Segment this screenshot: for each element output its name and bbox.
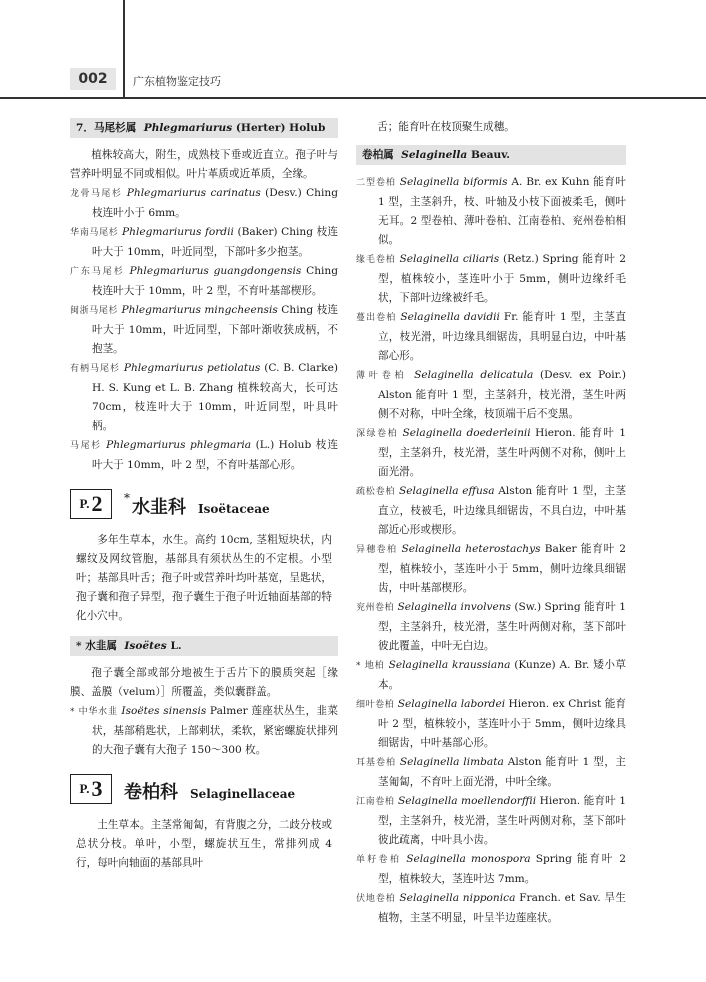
genus-description: 植株较高大，附生，成熟枝下垂或近直立。孢子叶与营养叶明显不同或相似。叶片革质或近革质，全缘。 <box>70 149 338 180</box>
species-text: 枝连叶大于 10mm，叶 2 型，不育叶基部楔形。 <box>92 285 323 297</box>
species-cn: * 地柏 <box>356 661 385 671</box>
species-text: 能育叶 1 型，主茎斜升，枝、叶轴及小枝下面被柔毛，侧叶无耳。2 型卷柏、薄叶卷柏、江南卷柏、兖州卷柏相似。 <box>378 176 626 246</box>
species-author: (Desv. ex Poir.) Alston <box>378 369 626 401</box>
species-text: 莲座状丛生，韭菜状，基部稍匙状，上部剌状，柔软，紧密螺旋状排列的大孢子囊有大孢子 150～300 枚。 <box>92 705 338 756</box>
species-text: 能育叶 2 型，植株较小，茎连叶小于 5mm，侧叶边缘具细锯齿，中叶基部楔形。 <box>378 543 627 594</box>
species-entry <box>356 308 626 366</box>
genus-latin: Selaginella <box>401 149 468 161</box>
species-cn: 异穗卷柏 <box>356 545 398 555</box>
family-description: 土生草本。主茎常匍匐，有背腹之分，二歧分枝或总状分枝。单叶，小型，螺旋状互生，常排列成 4 行，每叶向轴面的基部具叶 <box>76 819 332 869</box>
genus-cn: 7．马尾杉属 <box>76 122 137 134</box>
family-number-box <box>70 774 112 804</box>
genus-cn: 卷柏属 <box>362 149 394 161</box>
species-text: 能育叶 2 型，植株较大，茎连叶达 7mm。 <box>378 853 627 885</box>
species-cn: 单籽卷柏 <box>356 855 402 865</box>
species-latin: Selaginella biformis <box>399 176 508 188</box>
species-latin: Phlegmariurus carinatus <box>126 187 261 199</box>
family-number-box <box>70 489 112 519</box>
species-entry <box>356 753 626 792</box>
species-author: Alston <box>507 756 542 768</box>
family-cn: 卷柏科 <box>124 782 178 803</box>
header-rule <box>0 97 706 99</box>
species-latin: Phlegmariurus guangdongensis <box>129 265 302 277</box>
species-latin: Selaginella ciliaris <box>399 253 500 265</box>
species-latin: Isoëtes sinensis <box>121 705 207 717</box>
genus-latin: Phlegmariurus <box>143 122 233 134</box>
family-num: 2 <box>91 491 103 516</box>
running-title: 广东植物鉴定技巧 <box>133 75 221 88</box>
species-entry <box>356 366 626 424</box>
genus-cn: * 水韭属 <box>76 640 118 652</box>
species-cn: 广东马尾杉 <box>70 267 125 277</box>
species-author: Fr. <box>503 311 519 323</box>
species-text: 能育叶 1 型，主茎斜升，枝光滑，茎生叶两侧不对称，侧叶上面光滑。 <box>378 427 627 478</box>
species-latin: Selaginella involvens <box>397 601 511 613</box>
species-entry <box>356 173 626 250</box>
species-cn: 有柄马尾杉 <box>70 364 120 374</box>
species-entry <box>356 695 626 753</box>
genus-author: (Herter) Holub <box>235 122 326 134</box>
species-latin: Phlegmariurus mingcheensis <box>121 304 278 316</box>
species-text: 能育叶 1 型，主茎斜升，枝光滑，茎生叶两侧对称，茎下部叶彼此疏离，中叶具小齿。 <box>378 795 627 846</box>
species-latin: Selaginella heterostachys <box>401 543 541 555</box>
species-text: 能育叶 1 型，主茎斜升，枝光滑，茎生叶两侧不对称，中叶全缘，枝顶端干后不变黑。 <box>378 389 626 420</box>
species-cn: 耳基卷柏 <box>356 758 396 768</box>
species-text: 能育叶 1 型，主茎直立，枝光滑，叶边缘具细锯齿，具明显白边，中叶基部心形。 <box>378 311 626 362</box>
species-entry <box>70 184 338 223</box>
species-text: 矮小草本。 <box>378 659 627 691</box>
species-text: 能育叶 1 型，主茎匍匐，不育叶上面光滑，中叶全缘。 <box>378 756 627 788</box>
species-entry <box>356 598 626 656</box>
species-cn: 江南卷柏 <box>356 797 395 807</box>
species-cn: 薄叶卷柏 <box>356 371 408 381</box>
header-divider <box>123 0 125 99</box>
species-latin: Selaginella nipponica <box>399 892 516 904</box>
species-entry <box>70 262 338 301</box>
species-list <box>70 702 338 760</box>
continued-text: 舌；能育叶在枝顶聚生成穗。 <box>377 121 515 133</box>
species-cn: 伏地卷柏 <box>356 894 396 904</box>
genus-latin: Isoëtes <box>124 640 167 652</box>
species-entry <box>70 436 338 475</box>
family-num: 3 <box>91 776 103 801</box>
species-author: Baker <box>544 543 577 555</box>
species-latin: Selaginella kraussiana <box>388 659 511 671</box>
species-list <box>70 184 338 475</box>
genus-description: 孢子囊全部或部分地被生于舌片下的膜质突起［缘膜、盖膜（velum）］所覆盖，类似囊群盖。 <box>70 667 338 698</box>
species-cn: 疏松卷柏 <box>356 487 396 497</box>
species-cn: 细叶卷柏 <box>356 700 395 710</box>
family-heading-isoetaceae <box>70 489 338 519</box>
species-author: (Kunze) A. Br. <box>514 659 590 671</box>
species-author: (Desv.) Ching <box>265 187 338 199</box>
genus-author: L. <box>170 640 182 652</box>
species-text: 枝连叶大于 10mm，叶近同型，下部叶多少抱茎。 <box>92 226 338 258</box>
species-entry <box>70 223 338 262</box>
species-latin: Phlegmariurus petiolatus <box>123 362 261 374</box>
family-description: 多年生草本，水生。高约 10cm, 茎粗短块状，内螺纹及网纹管胞，基部具有须状丛生的不定根。小型叶；基部具叶舌；孢子叶或营养叶均叶基宽，呈匙状，孢子囊和孢子异型，孢子囊生于孢子叶近轴面基部的特化小穴中。 <box>76 534 332 622</box>
species-latin: Selaginella moellendorffii <box>397 795 537 807</box>
species-text: 旱生植物，主茎不明显，叶呈半边莲座状。 <box>378 892 626 924</box>
species-latin: Selaginella monospora <box>406 853 531 865</box>
species-author: (Baker) Ching <box>237 226 314 238</box>
species-author: Hieron. <box>535 427 576 439</box>
species-latin: Selaginella effusa <box>398 485 495 497</box>
species-latin: Selaginella delicatula <box>414 369 534 381</box>
family-p: P. <box>79 781 90 796</box>
species-text: 能育叶 1 型，主茎斜升，枝光滑，茎生叶两侧对称，茎下部叶彼此覆盖，中叶无白边。 <box>378 601 627 652</box>
species-entry <box>70 702 338 760</box>
species-text: 枝连叶大于 10mm，叶 2 型，不育叶基部心形。 <box>92 439 338 471</box>
species-cn: 蔓出卷柏 <box>356 313 397 323</box>
family-cn: 水韭科 <box>132 497 186 518</box>
species-entry <box>356 656 626 695</box>
species-author: Palmer <box>209 705 248 717</box>
species-author: Franch. et Sav. <box>519 892 601 904</box>
family-latin: Isoëtaceae <box>198 502 270 516</box>
species-text: 枝连叶大于 10mm，叶近同型，下部叶渐收狭成柄，不抱茎。 <box>92 304 338 355</box>
species-author: Hieron. ex Christ <box>508 698 602 710</box>
species-text: 能育叶 1 型，主茎直立，枝被毛，叶边缘具细锯齿，不具白边，中叶基部近心形或楔形。 <box>378 485 626 536</box>
genus-author: Beauv. <box>470 149 510 161</box>
family-heading-selaginellaceae <box>70 774 338 804</box>
species-entry <box>356 540 626 598</box>
species-cn: 兖州卷柏 <box>356 603 395 613</box>
family-p: P. <box>79 496 90 511</box>
species-entry <box>70 359 338 436</box>
species-author: Ching <box>306 265 339 277</box>
species-cn: 闽浙马尾杉 <box>70 306 119 316</box>
genus-heading-isoetes <box>70 636 338 656</box>
species-latin: Phlegmariurus fordii <box>122 226 234 238</box>
species-author: Ching <box>281 304 314 316</box>
right-column <box>356 118 626 928</box>
species-author: (Sw.) Spring <box>514 601 581 613</box>
species-cn: 华南马尾杉 <box>70 228 119 238</box>
species-cn: 二型卷柏 <box>356 178 396 188</box>
species-cn: 马尾杉 <box>70 441 102 451</box>
species-author: (Retz.) Spring <box>502 253 579 265</box>
species-author: Spring <box>535 853 572 865</box>
species-entry <box>356 250 626 308</box>
species-latin: Selaginella labordei <box>397 698 506 710</box>
species-entry <box>356 424 626 482</box>
species-latin: Phlegmariurus phlegmaria <box>106 439 252 451</box>
species-entry <box>70 301 338 359</box>
species-text: 枝连叶小于 6mm。 <box>92 207 186 219</box>
species-author: Alston <box>498 485 533 497</box>
genus-heading-selaginella <box>356 145 626 165</box>
species-cn: 龙骨马尾杉 <box>70 189 123 199</box>
species-entry <box>356 792 626 850</box>
family-latin: Selaginellaceae <box>190 787 296 801</box>
species-entry <box>356 482 626 540</box>
left-column <box>70 118 338 873</box>
species-text: 能育叶 2 型，植株较小，茎连叶小于 5mm，侧叶边缘具细锯齿，中叶基部心形。 <box>378 698 626 749</box>
species-latin: Selaginella davidii <box>400 311 500 323</box>
introduced-marker: * <box>124 491 130 505</box>
species-entry <box>356 850 626 889</box>
species-latin: Selaginella doederleinii <box>402 427 531 439</box>
page-number: 002 <box>70 68 116 90</box>
species-author: Hieron. <box>539 795 581 807</box>
species-list <box>356 173 626 928</box>
species-cn: 缘毛卷柏 <box>356 255 396 265</box>
species-text: 能育叶 2 型，植株较小，茎连叶小于 5mm，侧叶边缘纤毛状，下部叶边缘被纤毛。 <box>378 253 626 304</box>
species-entry <box>356 889 626 928</box>
genus-heading-phlegmariurus <box>70 118 338 138</box>
species-latin: Selaginella limbata <box>399 756 504 768</box>
species-author: A. Br. ex Kuhn <box>511 176 590 188</box>
species-author: (C. B. Clarke) H. S. Kung et L. B. Zhang <box>92 362 338 394</box>
species-text: 植株较高大，长可达 70cm，枝连叶大于 10mm，叶近同型，叶具叶柄。 <box>92 382 338 432</box>
species-cn: * 中华水韭 <box>70 707 118 717</box>
species-author: (L.) Holub <box>255 439 312 451</box>
species-cn: 深绿卷柏 <box>356 429 399 439</box>
